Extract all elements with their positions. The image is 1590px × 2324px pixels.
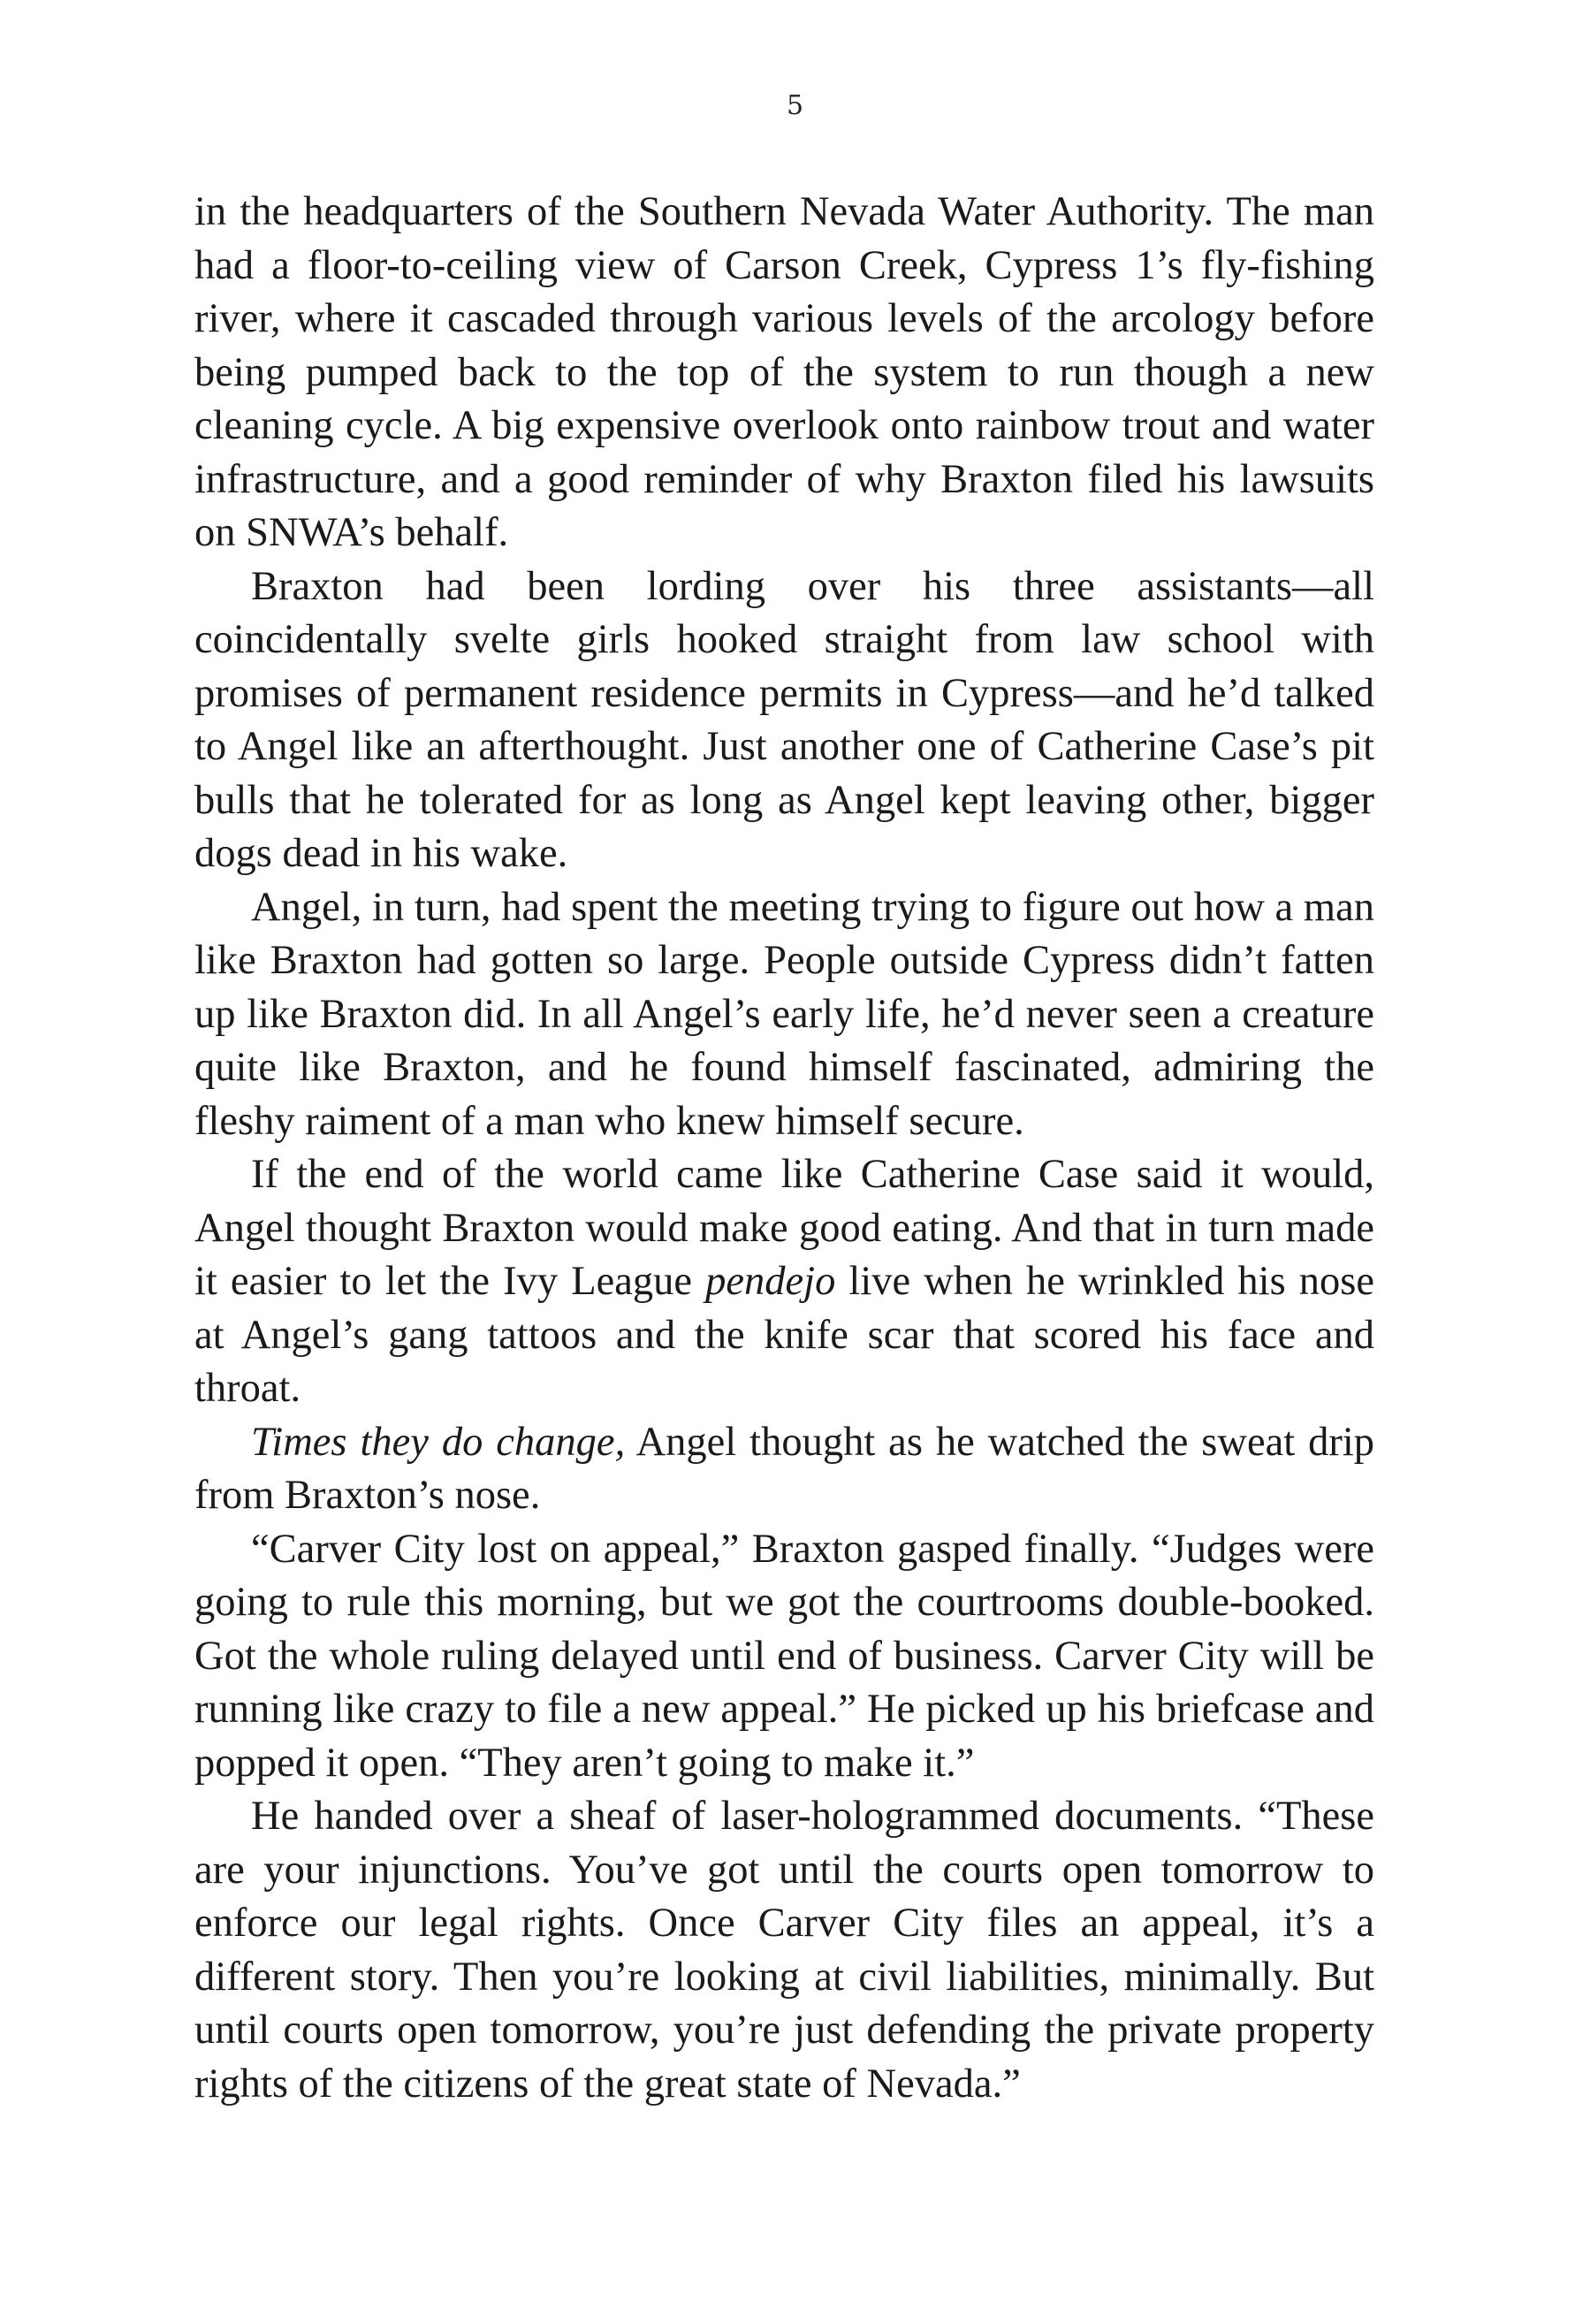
page-number: 5 xyxy=(786,90,804,121)
paragraph-1: in the headquarters of the Southern Nevada Water Authority. The man had a floor-to-ceiling view of Carson Creek, Cypress 1’s fly-fishing river, where it cascaded through various levels of the arcology before being pumped back to the top of the system to run though a new cleaning cycle. A big expensive overlook onto rainbow trout and water infrastructure, and a good reminder of why Braxton filed his lawsuits on SNWA’s behalf. xyxy=(194,189,1374,555)
paragraph-3: Angel, in turn, had spent the meeting trying to figure out how a man like Braxton had gotten so large. People outside Cypress didn’t fatten up like Braxton did. In all Angel’s early life, he’d never seen a creature quite like Braxton, and he found himself fascinated, admiring the fleshy raiment of a man who knew himself secure. xyxy=(194,884,1374,1144)
paragraph-5-italic-phrase: Times they do change, xyxy=(251,1419,626,1465)
paragraph-4-italic-word: pendejo xyxy=(705,1259,836,1304)
paragraph-5-text-after: Angel thought as he watched the sweat drip from Braxton’s nose. xyxy=(194,1419,1374,1518)
paragraph-4-text-before: If the end of the world came like Catherine Case said it would, Angel thought Braxton would make good eating. And that in turn made it easier to let the Ivy League xyxy=(194,1152,1374,1304)
paragraph-4 xyxy=(194,1148,1374,1416)
paragraph-5 xyxy=(194,1416,1374,1523)
paragraph-2: Braxton had been lording over his three assistants—all coincidentally svelte girls hooked straight from law school with promises of permanent residence permits in Cypress—and he’d talked to Angel like an afterthought. Just another one of Catherine Case’s pit bulls that he tolerated for as long as Angel kept leaving other, bigger dogs dead in his wake. xyxy=(194,563,1374,876)
paragraph-4-text-after: live when he wrinkled his nose at Angel’s gang tattoos and the knife scar that scored his face and throat. xyxy=(194,1259,1374,1411)
paragraph-6: “Carver City lost on appeal,” Braxton gasped finally. “Judges were going to rule this morning, but we got the courtrooms double-booked. Got the whole ruling delayed until end of business. Carver City will be running like crazy to file a new appeal.” He picked up his briefcase and popped it open. “They aren’t going to make it.” xyxy=(194,1526,1374,1786)
body-text xyxy=(194,186,1374,2111)
paragraph-7: He handed over a sheaf of laser-hologrammed documents. “These are your injunctions. You’ve got until the courts open tomorrow to enforce our legal rights. Once Carver City files an appeal, it’s a different story. Then you’re looking at civil liabilities, minimally. But until courts open tomorrow, you’re just defending the private property rights of the citizens of the great state of Nevada.” xyxy=(194,1794,1374,2107)
